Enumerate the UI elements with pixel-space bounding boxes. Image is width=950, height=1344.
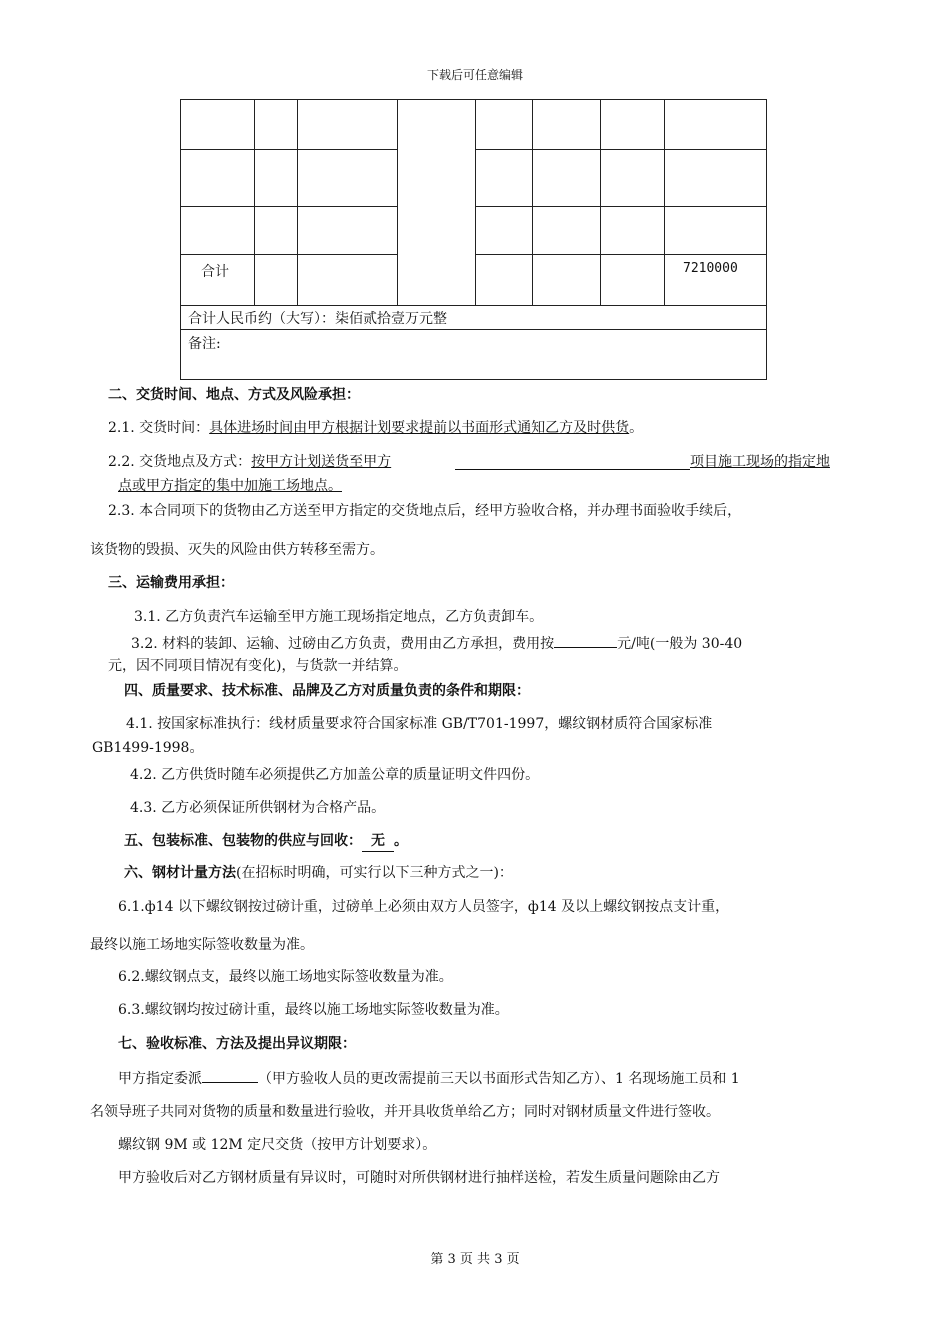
clause-2-2-value-a: 按甲方计划送货至甲方 [251,454,392,470]
section-6-note: (在招标时明确，可实行以下三种方式之一)： [236,865,513,881]
clause-3-2-text: 3.2. 材料的装卸、运输、过磅由乙方负责，费用由乙方承担，费用按 [131,636,555,652]
clause-6-3: 6.3.螺纹钢均按过磅计重，最终以施工场地实际签收数量为准。 [118,1002,509,1018]
section-6 [124,863,513,883]
table-row [181,100,767,150]
section-3-title: 三、运输费用承担： [108,575,234,591]
section-7-title: 七、验收标准、方法及提出异议期限： [118,1036,356,1052]
inspector-blank [202,1067,258,1083]
clause-6-1-line2: 最终以施工场地实际签收数量为准。 [90,937,314,953]
section-6-title: 六、钢材计量方法 [124,865,236,881]
clause-4-1-line1: 4.1. 按国家标准执行：线材质量要求符合国家标准 GB/T701-1997，螺纹钢材质符合国家标准 [126,716,713,732]
price-table [180,99,767,380]
section-5 [124,831,408,852]
clause-7-1-line1 [118,1067,740,1089]
clause-7-1-text: 甲方指定委派 [118,1071,202,1087]
clause-6-2: 6.2.螺纹钢点支，最终以施工场地实际签收数量为准。 [118,969,453,985]
clause-3-2-line1 [131,632,742,654]
section-4-title: 四、质量要求、技术标准、品牌及乙方对质量负责的条件和期限： [124,683,530,699]
remark-row [181,330,767,380]
clause-2-1-end: 。 [629,420,644,436]
section-2-title: 二、交货时间、地点、方式及风险承担： [108,387,360,403]
clause-2-3-line1: 2.3. 本合同项下的货物由乙方送至甲方指定的交货地点后，经甲方验收合格，并办理书面验收手续后， [108,503,742,519]
clause-7-3: 甲方验收后对乙方钢材质量有异议时，可随时对所供钢材进行抽样送检，若发生质量问题除由乙方 [118,1170,720,1186]
rmb-value: 柒佰贰拾壹万元整 [335,310,447,327]
clause-6-1-line1: 6.1.ф14 以下螺纹钢按过磅计重，过磅单上必须由双方人员签字，ф14 及以上螺纹钢按点支计重， [118,899,730,915]
remark-label: 备注: [181,330,767,380]
rmb-row [181,306,767,330]
clause-2-1-value: 具体进场时间由甲方根据计划要求提前以书面形式通知乙方及时供货 [209,420,630,436]
clause-3-2-unit: 元/吨(一般为 30-40 [617,636,743,652]
total-label: 合计 [181,255,255,306]
clause-7-1-rest: （甲方验收人员的更改需提前三天以书面形式告知乙方）、1 名现场施工员和 1 [258,1071,740,1087]
clause-4-2: 4.2. 乙方供货时随车必须提供乙方加盖公章的质量证明文件四份。 [130,767,540,783]
merged-cell [398,100,476,306]
clause-2-3-line2: 该货物的毁损、灭失的风险由供方转移至需方。 [90,542,384,558]
section-5-title: 五、包装标准、包装物的供应与回收： [124,833,362,849]
clause-3-1: 3.1. 乙方负责汽车运输至甲方施工现场指定地点，乙方负责卸车。 [134,609,544,625]
total-value: 7210000 [665,255,767,306]
fee-blank [554,632,617,648]
clause-2-2-label: 2.2. 交货地点及方式： [108,454,252,470]
clause-4-3: 4.3. 乙方必须保证所供钢材为合格产品。 [130,800,386,816]
packaging-value: 无 [362,831,394,852]
location-blank [455,452,690,470]
page-header: 下载后可任意编辑 [426,68,523,82]
page-footer: 第 3 页 共 3 页 [430,1252,520,1267]
clause-2-1-label: 2.1. 交货时间： [108,420,210,436]
clause-2-2 [108,452,391,472]
clause-7-1-line2: 名领导班子共同对货物的质量和数量进行验收，并开具收货单给乙方；同时对钢材质量文件进行签收。 [90,1104,720,1120]
clause-2-1 [108,418,643,438]
clause-4-1-line2: GB1499-1998。 [92,740,204,756]
section-5-end: 。 [394,833,408,849]
clause-2-2-value-c: 点或甲方指定的集中加施工场地点。 [118,478,342,494]
clause-7-2: 螺纹钢 9M 或 12M 定尺交货（按甲方计划要求）。 [118,1137,437,1153]
clause-3-2-line2: 元，因不同项目情况有变化)，与货款一并结算。 [108,658,408,674]
rmb-label: 合计人民币约（大写）： [188,310,335,327]
clause-2-2-value-b: 项目施工现场的指定地 [690,454,830,470]
